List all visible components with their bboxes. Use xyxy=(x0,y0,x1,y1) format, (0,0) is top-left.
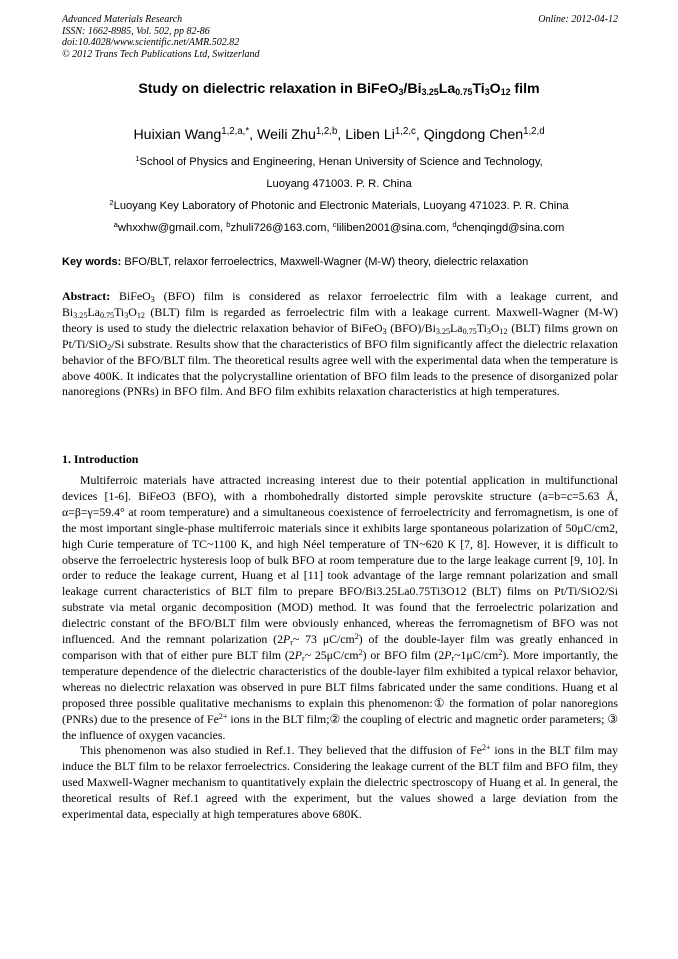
paragraph: Multiferroic materials have attracted increasing interest due to their potential application in multifunctional devices [1-6]. BiFeO3 (BFO), with a rhombohedrally distorted simple perovskite structure (a=b=c=5.63 Å, α=β=γ=59.4° at room temperature) and a simultaneous coexistence of ferroelectricity and ferromagnetism, is one of the most important single-phase multiferroic materials since it exhibits large spontaneous polarization of 50μC/cm2, high Curie temperature of TC~1100 K, and high Néel temperature of TN~620 K [7, 8]. However, it is difficult to observe the ferroelectric hysteresis loop of bulk BFO at room temperature due to the large leakage current [9, 10]. In order to reduce the leakage current, Huang et al [11] took advantage of the large remnant polarization and small leakage current characteristics of BLT film to prepare BFO/Bi3.25La0.75Ti3O12 (BLT) films on Pt/Ti/SiO2/Si substrate via metal organic decomposition (MOD) method. It was found that the ferroelectric polarization and dielectric constant of the BFO/BLT film were obviously enhanced, whereas the ferromagnetism of BFO was not influenced. And the remnant polarization ($2P_r\sim$ 73 $\mu C/cm^2$) of the double-layer film was greatly enhanced in comparison with that of either pure BLT film ($2P_r\sim$ $25\mu C/cm^2$) or BFO film $(2P_r\sim 1\mu C/cm^2)$. More importantly, the temperature dependence of the dielectric characteristics of the double-layer film exhibited a typical relaxor behavior, whereas no dielectric relaxation was observed in pure BLT films fabricated under the same conditions. Huang et al proposed three possible qualitative mechanisms to explain this phenomenon:① the formation of polar nanoregions (PNRs) due to the presence of $Fe^{2+}$ ions in the BLT film;② the coupling of electric and magnetic order parameters; ③ the influence of oxygen vacancies. xyxy=(62,473,618,742)
paragraph: This phenomenon was also studied in Ref.1. They believed that the diffusion of $Fe^{2+}$ ions in the BLT film may induce the BLT film to be relaxor ferroelectrics. Considering the leakage current of the BLT film and BFO film, they used Maxwell-Wagner mechanism to quantitatively explain the dielectric spectroscopy of Huang et al. In general, the theoretical results of Ref.1 agreed with the experiment, but the values showed a large deviation from the experimental data, especially at high temperatures above 680K. xyxy=(62,743,619,822)
author-name: Weili Zhu xyxy=(257,127,316,143)
email-link[interactable]: zhuli726@163.com xyxy=(230,222,327,234)
email-link[interactable]: liliben2001@sina.com xyxy=(336,222,447,234)
copyright-line: © 2012 Trans Tech Publications Ltd, Switzerland xyxy=(62,48,260,60)
doi-line: doi:10.4028/www.scientific.net/AMR.502.82 xyxy=(62,37,240,48)
online-date: Online: 2012-04-12 xyxy=(538,14,618,25)
email-list: $^a$whxxhw@gmail.com, $^b$zhuli726@163.com, $^c$liliben2001@sina.com, $^d$chenqingd@sina.com xyxy=(113,220,565,234)
keywords-text: BFO/BLT, relaxor ferroelectrics, Maxwell-Wagner (M-W) theory, dielectric relaxation xyxy=(121,256,529,268)
introduction-body xyxy=(62,473,618,823)
author-list: Huixian Wang$^{1,2,a,*}$, Weili Zhu$^{1,2,b}$, Liben Li$^{1,2,c}$, Qingdong Chen$^{1,2,d}$ xyxy=(133,126,545,143)
affiliation-2: $^2$Luoyang Key Laboratory of Photonic and Electronic Materials, Luoyang 471023. P. R. China xyxy=(109,198,569,212)
paper-title: Study on dielectric relaxation in $BiFeO_3/Bi_{3.25}La_{0.75}Ti_3O_{12}$ film xyxy=(138,81,540,98)
journal-name: Advanced Materials Research xyxy=(62,14,183,25)
abstract: Abstract: BiFeO$_3$ (BFO) film is considered as relaxor ferroelectric film with a leakage current, and $Bi_{3.25}La_{0.75}Ti_3O_{12}$ (BLT) film is regarded as ferroelectric film with a leakage current. Maxwell-Wagner (M-W) theory is used to study the dielectric relaxation behavior of BiFeO$_3$ $(BFO)/Bi_{3.25}La_{0.75}Ti_3O_{12}$ (BLT) films grown on Pt/Ti/SiO$_2$/Si substrate. Results show that the characteristics of BFO film significantly affect the dielectric relaxation behavior of the BFO/BLT film. The theoretical results agree well with the experimental data when the temperature is above 400K. It indicates that the polycrystalline orientation of BFO film leads to the presence of disorganized polar nanoregions (PNRs) in BFO film. And BFO film exhibits relaxation characteristics at high temperatures. xyxy=(62,289,619,399)
author-name: Qingdong Chen xyxy=(423,127,524,143)
affiliation-1: $^1$School of Physics and Engineering, Henan University of Science and Technology, xyxy=(135,154,543,168)
keywords xyxy=(62,256,618,268)
keywords-label: Key words: xyxy=(62,256,122,268)
abstract-label: Abstract: xyxy=(62,289,111,303)
email-link[interactable]: chenqingd@sina.com xyxy=(456,222,565,234)
issn-line: ISSN: 1662-8985, Vol. 502, pp 82-86 xyxy=(62,25,210,37)
author-name: Huixian Wang xyxy=(133,127,222,143)
section-heading: 1. Introduction xyxy=(62,452,139,466)
journal-header xyxy=(62,14,618,60)
affiliation-1-city: Luoyang 471003. P. R. China xyxy=(266,178,412,190)
email-link[interactable]: whxxhw@gmail.com xyxy=(117,222,221,234)
author-name: Liben Li xyxy=(345,127,395,143)
